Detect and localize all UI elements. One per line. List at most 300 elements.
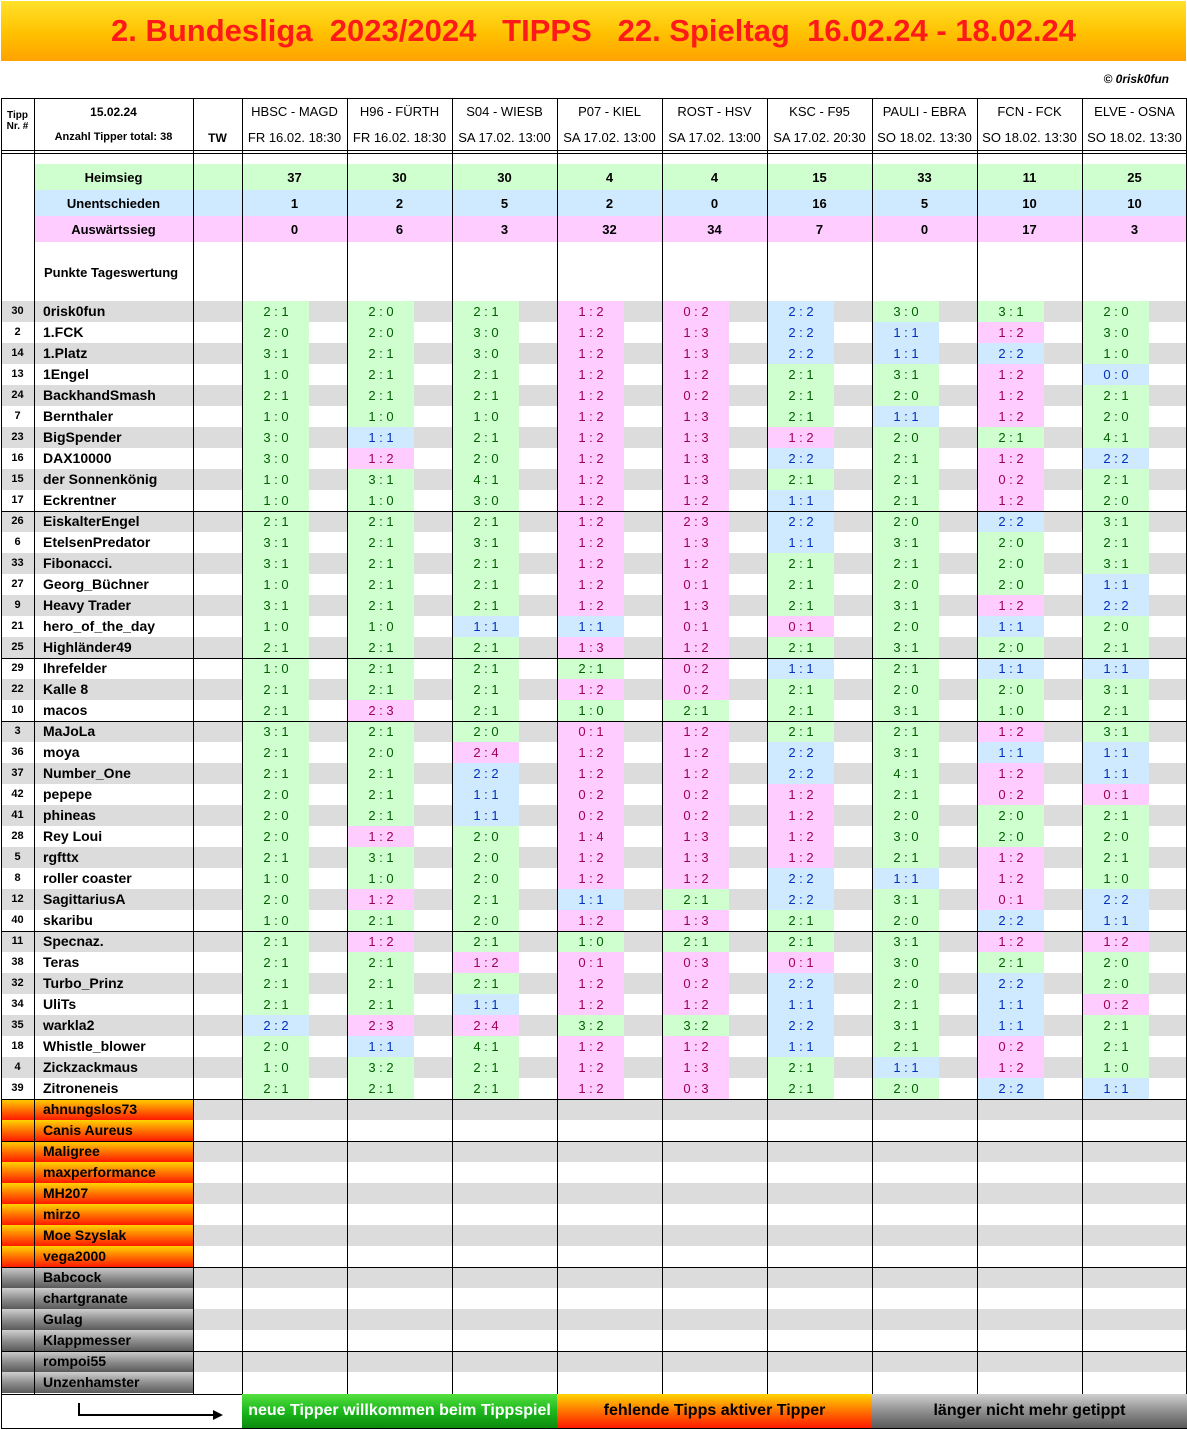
tip-cell: 2 : 2 bbox=[243, 1015, 309, 1036]
grid-line bbox=[1, 658, 1187, 659]
tip-cell: 2 : 0 bbox=[348, 322, 414, 343]
tip-cell: 1 : 2 bbox=[558, 1036, 624, 1057]
missing-tipper-name: vega2000 bbox=[43, 1248, 107, 1264]
tip-cell: 2 : 0 bbox=[453, 826, 519, 847]
tip-cell: 2 : 2 bbox=[768, 301, 834, 322]
tip-cell: 1 : 2 bbox=[663, 1036, 729, 1057]
tip-cell: 0 : 2 bbox=[663, 805, 729, 826]
tip-cell: 1 : 0 bbox=[558, 931, 624, 952]
tip-cell: 1 : 0 bbox=[243, 469, 309, 490]
tip-cell: 1 : 0 bbox=[243, 910, 309, 931]
tip-cell: 1 : 1 bbox=[558, 889, 624, 910]
stats-value: 11 bbox=[1022, 170, 1037, 185]
tip-cell: 2 : 1 bbox=[873, 1036, 939, 1057]
tipper-nr: 12 bbox=[11, 893, 24, 905]
tip-cell: 1 : 2 bbox=[558, 742, 624, 763]
inactive-tipper-name: Unzenhamster bbox=[43, 1374, 140, 1390]
tip-cell: 2 : 1 bbox=[453, 1078, 519, 1099]
tip-cell: 1 : 2 bbox=[558, 679, 624, 700]
tip-cell: 0 : 1 bbox=[663, 574, 729, 595]
tip-cell: 2 : 0 bbox=[873, 574, 939, 595]
tip-cell: 2 : 1 bbox=[1083, 1015, 1149, 1036]
tip-cell: 2 : 1 bbox=[873, 469, 939, 490]
grid-line bbox=[1082, 98, 1083, 1394]
tip-cell: 2 : 1 bbox=[348, 994, 414, 1015]
tipper-name: 1.Platz bbox=[43, 345, 88, 361]
tip-cell: 3 : 1 bbox=[1083, 721, 1149, 742]
legend-missing: fehlende Tipps aktiver Tipper bbox=[557, 1394, 872, 1428]
tip-cell: 1 : 2 bbox=[558, 364, 624, 385]
tip-cell: 2 : 1 bbox=[243, 1078, 309, 1099]
tip-cell: 0 : 2 bbox=[558, 805, 624, 826]
tip-cell: 2 : 1 bbox=[453, 427, 519, 448]
tipper-name: Whistle_blower bbox=[43, 1038, 146, 1054]
tip-cell: 3 : 1 bbox=[873, 532, 939, 553]
tip-cell: 2 : 1 bbox=[768, 700, 834, 721]
stats-value: 17 bbox=[1022, 222, 1037, 237]
tip-cell: 1 : 2 bbox=[663, 553, 729, 574]
tip-cell: 1 : 0 bbox=[243, 574, 309, 595]
tip-cell: 2 : 0 bbox=[453, 868, 519, 889]
tipper-nr: 7 bbox=[14, 410, 21, 422]
tip-cell: 3 : 1 bbox=[243, 343, 309, 364]
tip-cell: 2 : 2 bbox=[768, 763, 834, 784]
tip-cell: 2 : 1 bbox=[1083, 385, 1149, 406]
legend-inactive: länger nicht mehr getippt bbox=[872, 1394, 1187, 1428]
tip-cell: 1 : 2 bbox=[768, 784, 834, 805]
tip-cell: 2 : 2 bbox=[768, 448, 834, 469]
tip-cell: 1 : 1 bbox=[978, 616, 1044, 637]
tip-cell: 2 : 1 bbox=[1083, 805, 1149, 826]
tip-cell: 1 : 1 bbox=[978, 1015, 1044, 1036]
tip-cell: 1 : 0 bbox=[348, 490, 414, 511]
missing-tipper-name: mirzo bbox=[43, 1206, 81, 1222]
tip-cell: 1 : 2 bbox=[978, 364, 1044, 385]
tip-cell: 1 : 0 bbox=[243, 364, 309, 385]
tipper-name: DAX10000 bbox=[43, 450, 112, 466]
tip-cell: 0 : 3 bbox=[663, 952, 729, 973]
tip-cell: 2 : 2 bbox=[768, 343, 834, 364]
tip-cell: 0 : 2 bbox=[663, 385, 729, 406]
tip-cell: 1 : 2 bbox=[1083, 931, 1149, 952]
stats-value: 1 bbox=[290, 196, 299, 211]
tip-cell: 2 : 0 bbox=[873, 427, 939, 448]
stats-value: 0 bbox=[920, 222, 929, 237]
tip-cell: 0 : 2 bbox=[663, 973, 729, 994]
missing-tipper-name: ahnungslos73 bbox=[43, 1101, 138, 1117]
tip-cell: 1 : 1 bbox=[1083, 910, 1149, 931]
tip-cell: 1 : 3 bbox=[663, 1057, 729, 1078]
tipper-nr: 6 bbox=[14, 536, 21, 548]
stats-value: 10 bbox=[1127, 196, 1142, 211]
tipper-name: Teras bbox=[43, 954, 80, 970]
tip-cell: 1 : 2 bbox=[978, 385, 1044, 406]
tip-cell: 2 : 1 bbox=[348, 658, 414, 679]
tip-cell: 1 : 2 bbox=[558, 1078, 624, 1099]
stats-label: Unentschieden bbox=[66, 196, 161, 211]
tipper-nr: 3 bbox=[14, 725, 21, 737]
tip-cell: 0 : 2 bbox=[978, 469, 1044, 490]
tip-cell: 1 : 1 bbox=[453, 616, 519, 637]
tipper-name: Number_One bbox=[43, 765, 131, 781]
missing-tipper-name: Canis Aureus bbox=[43, 1122, 133, 1138]
tipper-name: Zitroneneis bbox=[43, 1080, 119, 1096]
tip-cell: 1 : 3 bbox=[558, 637, 624, 658]
header-count: Anzahl Tipper total: 38 bbox=[54, 131, 173, 143]
tip-cell: 1 : 1 bbox=[1083, 658, 1149, 679]
tip-cell: 2 : 1 bbox=[873, 784, 939, 805]
stats-value: 15 bbox=[812, 170, 827, 185]
tip-cell: 2 : 0 bbox=[873, 511, 939, 532]
tipper-name: Specnaz. bbox=[43, 933, 104, 949]
tip-cell: 1 : 3 bbox=[663, 532, 729, 553]
stats-value: 0 bbox=[290, 222, 299, 237]
grid-line bbox=[1, 511, 1187, 512]
missing-tipper-name: MH207 bbox=[43, 1185, 89, 1201]
tip-cell: 2 : 1 bbox=[768, 595, 834, 616]
tip-cell: 1 : 2 bbox=[978, 448, 1044, 469]
tip-cell: 2 : 1 bbox=[768, 931, 834, 952]
tip-cell: 1 : 2 bbox=[558, 406, 624, 427]
tipper-nr: 36 bbox=[11, 746, 24, 758]
tip-cell: 2 : 1 bbox=[1083, 637, 1149, 658]
tip-cell: 2 : 1 bbox=[243, 679, 309, 700]
tip-cell: 2 : 1 bbox=[348, 763, 414, 784]
tip-cell: 2 : 0 bbox=[1083, 826, 1149, 847]
tip-cell: 1 : 2 bbox=[768, 427, 834, 448]
tip-cell: 0 : 2 bbox=[1083, 994, 1149, 1015]
tip-cell: 2 : 1 bbox=[348, 595, 414, 616]
tip-cell: 1 : 2 bbox=[663, 364, 729, 385]
tip-cell: 1 : 0 bbox=[1083, 343, 1149, 364]
tip-cell: 2 : 1 bbox=[348, 385, 414, 406]
tip-cell: 2 : 0 bbox=[873, 385, 939, 406]
grid-line bbox=[977, 98, 978, 1394]
tip-cell: 1 : 2 bbox=[453, 952, 519, 973]
tip-cell: 3 : 1 bbox=[873, 742, 939, 763]
tip-cell: 0 : 2 bbox=[663, 301, 729, 322]
tip-cell: 2 : 0 bbox=[1083, 973, 1149, 994]
tip-cell: 1 : 3 bbox=[663, 406, 729, 427]
tip-cell: 1 : 3 bbox=[663, 322, 729, 343]
tip-cell: 2 : 0 bbox=[873, 910, 939, 931]
header-tw: TW bbox=[208, 131, 227, 145]
stats-value: 2 bbox=[605, 196, 614, 211]
tip-cell: 3 : 1 bbox=[348, 847, 414, 868]
tipper-nr: 2 bbox=[14, 326, 21, 338]
tip-cell: 1 : 1 bbox=[453, 784, 519, 805]
tipper-nr: 27 bbox=[11, 578, 24, 590]
tip-cell: 2 : 3 bbox=[663, 511, 729, 532]
tip-cell: 1 : 2 bbox=[558, 469, 624, 490]
tip-cell: 2 : 2 bbox=[978, 1078, 1044, 1099]
tip-cell: 2 : 1 bbox=[768, 637, 834, 658]
stats-value: 4 bbox=[710, 170, 719, 185]
tip-cell: 1 : 2 bbox=[663, 721, 729, 742]
tip-cell: 3 : 1 bbox=[1083, 679, 1149, 700]
tipper-nr: 34 bbox=[11, 998, 24, 1010]
tip-cell: 1 : 1 bbox=[978, 742, 1044, 763]
tip-cell: 1 : 0 bbox=[243, 616, 309, 637]
tipper-nr: 4 bbox=[14, 1061, 21, 1073]
tip-cell: 2 : 1 bbox=[453, 931, 519, 952]
tip-cell: 2 : 0 bbox=[453, 847, 519, 868]
tip-cell: 1 : 1 bbox=[873, 343, 939, 364]
tipper-name: SagittariusA bbox=[43, 891, 126, 907]
tip-cell: 1 : 2 bbox=[348, 931, 414, 952]
tip-cell: 1 : 2 bbox=[558, 427, 624, 448]
tip-cell: 2 : 1 bbox=[873, 448, 939, 469]
tipper-name: EtelsenPredator bbox=[43, 534, 151, 550]
tip-cell: 2 : 1 bbox=[768, 385, 834, 406]
tip-cell: 0 : 1 bbox=[978, 889, 1044, 910]
tip-cell: 2 : 0 bbox=[243, 889, 309, 910]
tip-cell: 1 : 0 bbox=[243, 658, 309, 679]
tipper-name: MaJoLa bbox=[43, 723, 96, 739]
tipper-name: moya bbox=[43, 744, 80, 760]
tip-cell: 2 : 1 bbox=[768, 406, 834, 427]
tip-cell: 2 : 1 bbox=[348, 532, 414, 553]
tip-cell: 2 : 1 bbox=[453, 889, 519, 910]
tipper-name: macos bbox=[43, 702, 88, 718]
tip-cell: 1 : 2 bbox=[663, 490, 729, 511]
tip-cell: 2 : 2 bbox=[978, 343, 1044, 364]
tip-cell: 2 : 1 bbox=[243, 994, 309, 1015]
match-time: SA 17.02. 13:00 bbox=[458, 130, 551, 145]
tip-cell: 2 : 1 bbox=[768, 679, 834, 700]
tip-cell: 3 : 0 bbox=[453, 490, 519, 511]
legend-new: neue Tipper willkommen beim Tippspiel bbox=[242, 1394, 557, 1428]
tipp-table bbox=[1, 98, 1187, 1430]
tip-cell: 1 : 4 bbox=[558, 826, 624, 847]
grid-line bbox=[1, 1267, 1187, 1268]
tipper-name: Zickzackmaus bbox=[43, 1059, 138, 1075]
tip-cell: 0 : 1 bbox=[768, 616, 834, 637]
tip-cell: 2 : 1 bbox=[243, 931, 309, 952]
tipper-name: 1.FCK bbox=[43, 324, 84, 340]
tip-cell: 1 : 0 bbox=[348, 616, 414, 637]
tip-cell: 2 : 0 bbox=[243, 322, 309, 343]
tip-cell: 2 : 2 bbox=[1083, 448, 1149, 469]
tip-cell: 1 : 3 bbox=[663, 427, 729, 448]
tip-cell: 1 : 0 bbox=[243, 490, 309, 511]
tip-cell: 2 : 1 bbox=[243, 742, 309, 763]
tip-cell: 1 : 2 bbox=[348, 826, 414, 847]
tip-cell: 0 : 2 bbox=[663, 679, 729, 700]
tip-cell: 3 : 0 bbox=[873, 952, 939, 973]
grid-line bbox=[1, 1099, 1187, 1100]
tip-cell: 2 : 1 bbox=[873, 994, 939, 1015]
tip-cell: 1 : 2 bbox=[558, 595, 624, 616]
tip-cell: 4 : 1 bbox=[873, 763, 939, 784]
header-tipp bbox=[1, 110, 34, 132]
tip-cell: 1 : 2 bbox=[558, 490, 624, 511]
tip-cell: 2 : 1 bbox=[663, 931, 729, 952]
grid-line bbox=[1, 721, 1187, 722]
tip-cell: 1 : 2 bbox=[978, 868, 1044, 889]
tip-cell: 2 : 1 bbox=[453, 1057, 519, 1078]
tip-cell: 1 : 2 bbox=[978, 847, 1044, 868]
stats-value: 5 bbox=[500, 196, 509, 211]
grid-line bbox=[34, 98, 35, 1394]
tip-cell: 2 : 1 bbox=[243, 952, 309, 973]
tip-cell: 1 : 3 bbox=[663, 910, 729, 931]
tip-cell: 2 : 0 bbox=[873, 973, 939, 994]
tip-cell: 2 : 1 bbox=[453, 637, 519, 658]
tip-cell: 2 : 0 bbox=[873, 805, 939, 826]
tipper-name: BigSpender bbox=[43, 429, 122, 445]
tip-cell: 0 : 2 bbox=[978, 784, 1044, 805]
stats-value: 32 bbox=[602, 222, 617, 237]
tip-cell: 3 : 0 bbox=[873, 301, 939, 322]
tipper-nr: 33 bbox=[11, 557, 24, 569]
tip-cell: 1 : 1 bbox=[873, 1057, 939, 1078]
tip-cell: 1 : 2 bbox=[978, 322, 1044, 343]
missing-tipper-name: Moe Szyslak bbox=[43, 1227, 127, 1243]
stats-value: 34 bbox=[707, 222, 722, 237]
match-time: SO 18.02. 13:30 bbox=[877, 130, 972, 145]
inactive-tipper-name: rompoi55 bbox=[43, 1353, 107, 1369]
tip-cell: 1 : 2 bbox=[978, 1057, 1044, 1078]
tip-cell: 3 : 1 bbox=[243, 532, 309, 553]
tipper-nr: 5 bbox=[14, 851, 21, 863]
tip-cell: 2 : 0 bbox=[243, 784, 309, 805]
tip-cell: 0 : 0 bbox=[1083, 364, 1149, 385]
tipper-nr: 35 bbox=[11, 1019, 24, 1031]
tip-cell: 2 : 1 bbox=[663, 700, 729, 721]
tip-cell: 3 : 1 bbox=[1083, 553, 1149, 574]
tip-cell: 2 : 1 bbox=[1083, 700, 1149, 721]
tipper-name: phineas bbox=[43, 807, 96, 823]
tip-cell: 1 : 2 bbox=[768, 847, 834, 868]
tip-cell: 2 : 0 bbox=[1083, 952, 1149, 973]
grid-line bbox=[1, 1351, 1187, 1352]
inactive-tipper-name: Klappmesser bbox=[43, 1332, 131, 1348]
match-label: ELVE - OSNA bbox=[1094, 104, 1175, 119]
tip-cell: 2 : 1 bbox=[453, 679, 519, 700]
tip-cell: 1 : 2 bbox=[663, 994, 729, 1015]
tip-cell: 1 : 2 bbox=[978, 490, 1044, 511]
stats-label: Heimsieg bbox=[84, 170, 143, 185]
tip-cell: 2 : 0 bbox=[1083, 301, 1149, 322]
tip-cell: 1 : 0 bbox=[348, 868, 414, 889]
inactive-tipper-name: Babcock bbox=[43, 1269, 102, 1285]
match-time: FR 16.02. 18:30 bbox=[352, 130, 447, 145]
tip-cell: 1 : 2 bbox=[978, 595, 1044, 616]
tip-cell: 3 : 1 bbox=[873, 595, 939, 616]
tip-cell: 2 : 1 bbox=[1083, 1036, 1149, 1057]
tip-cell: 3 : 0 bbox=[873, 826, 939, 847]
tipper-nr: 8 bbox=[14, 872, 21, 884]
punkte-label: Punkte Tageswertung bbox=[44, 265, 179, 280]
tip-cell: 2 : 1 bbox=[453, 700, 519, 721]
tip-cell: 2 : 1 bbox=[768, 364, 834, 385]
match-time: SA 17.02. 13:00 bbox=[563, 130, 656, 145]
page-title: 2. Bundesliga 2023/2024 TIPPS 22. Spieltag 16.02.24 - 18.02.24 bbox=[1, 1, 1186, 61]
tipper-nr: 29 bbox=[11, 662, 24, 674]
tip-cell: 2 : 0 bbox=[1083, 406, 1149, 427]
tip-cell: 2 : 1 bbox=[453, 364, 519, 385]
tip-cell: 1 : 2 bbox=[348, 448, 414, 469]
stats-label: Auswärtssieg bbox=[71, 222, 156, 237]
tip-cell: 1 : 3 bbox=[663, 469, 729, 490]
tipper-nr: 22 bbox=[11, 683, 24, 695]
tipper-nr: 18 bbox=[11, 1040, 24, 1052]
tip-cell: 2 : 1 bbox=[348, 721, 414, 742]
tip-cell: 1 : 2 bbox=[558, 322, 624, 343]
match-time: SO 18.02. 13:30 bbox=[982, 130, 1077, 145]
tip-cell: 0 : 1 bbox=[768, 952, 834, 973]
tip-cell: 1 : 2 bbox=[663, 637, 729, 658]
tip-cell: 1 : 1 bbox=[873, 322, 939, 343]
tip-cell: 2 : 1 bbox=[348, 364, 414, 385]
tip-cell: 2 : 1 bbox=[348, 1078, 414, 1099]
tip-cell: 3 : 1 bbox=[1083, 511, 1149, 532]
tipper-name: UliTs bbox=[43, 996, 77, 1012]
tip-cell: 3 : 1 bbox=[453, 532, 519, 553]
match-label: KSC - F95 bbox=[789, 104, 850, 119]
tip-cell: 2 : 1 bbox=[453, 595, 519, 616]
tip-cell: 1 : 3 bbox=[663, 826, 729, 847]
tip-cell: 1 : 2 bbox=[768, 805, 834, 826]
stats-value: 3 bbox=[500, 222, 509, 237]
tip-cell: 2 : 2 bbox=[1083, 889, 1149, 910]
tipper-name: Georg_Büchner bbox=[43, 576, 149, 592]
tip-cell: 2 : 0 bbox=[978, 637, 1044, 658]
tip-cell: 2 : 0 bbox=[243, 805, 309, 826]
match-label: HBSC - MAGD bbox=[251, 104, 338, 119]
tip-cell: 1 : 2 bbox=[978, 406, 1044, 427]
tip-cell: 2 : 0 bbox=[1083, 490, 1149, 511]
grid-line bbox=[1, 931, 1187, 932]
tip-cell: 1 : 2 bbox=[558, 511, 624, 532]
match-time: SO 18.02. 13:30 bbox=[1087, 130, 1182, 145]
tip-cell: 3 : 1 bbox=[243, 595, 309, 616]
tipper-nr: 10 bbox=[11, 704, 24, 716]
tip-cell: 2 : 1 bbox=[1083, 532, 1149, 553]
tip-cell: 2 : 1 bbox=[1083, 469, 1149, 490]
tip-cell: 2 : 0 bbox=[1083, 616, 1149, 637]
tip-cell: 3 : 1 bbox=[873, 364, 939, 385]
match-time: FR 16.02. 18:30 bbox=[247, 130, 342, 145]
tip-cell: 3 : 0 bbox=[243, 448, 309, 469]
tip-cell: 1 : 2 bbox=[978, 721, 1044, 742]
tip-cell: 1 : 1 bbox=[978, 658, 1044, 679]
tip-cell: 3 : 2 bbox=[558, 1015, 624, 1036]
tipper-name: 1Engel bbox=[43, 366, 89, 382]
tip-cell: 2 : 1 bbox=[453, 301, 519, 322]
tip-cell: 1 : 2 bbox=[558, 847, 624, 868]
tip-cell: 1 : 2 bbox=[558, 1057, 624, 1078]
tip-cell: 2 : 2 bbox=[768, 1015, 834, 1036]
tip-cell: 2 : 1 bbox=[243, 763, 309, 784]
tip-cell: 2 : 1 bbox=[978, 427, 1044, 448]
tipper-nr: 11 bbox=[11, 935, 24, 947]
tipper-name: EiskalterEngel bbox=[43, 513, 140, 529]
match-time: SA 17.02. 20:30 bbox=[773, 130, 866, 145]
tip-cell: 1 : 1 bbox=[768, 490, 834, 511]
copyright: © 0risk0fun bbox=[1103, 72, 1169, 86]
tipper-name: Ihrefelder bbox=[43, 660, 107, 676]
tip-cell: 2 : 1 bbox=[978, 952, 1044, 973]
tipper-nr: 26 bbox=[11, 515, 24, 527]
tip-cell: 1 : 2 bbox=[558, 763, 624, 784]
tip-cell: 2 : 1 bbox=[453, 511, 519, 532]
tipper-name: Fibonacci. bbox=[43, 555, 113, 571]
tip-cell: 2 : 0 bbox=[978, 826, 1044, 847]
tip-cell: 1 : 0 bbox=[348, 406, 414, 427]
tipper-nr: 25 bbox=[11, 641, 24, 653]
